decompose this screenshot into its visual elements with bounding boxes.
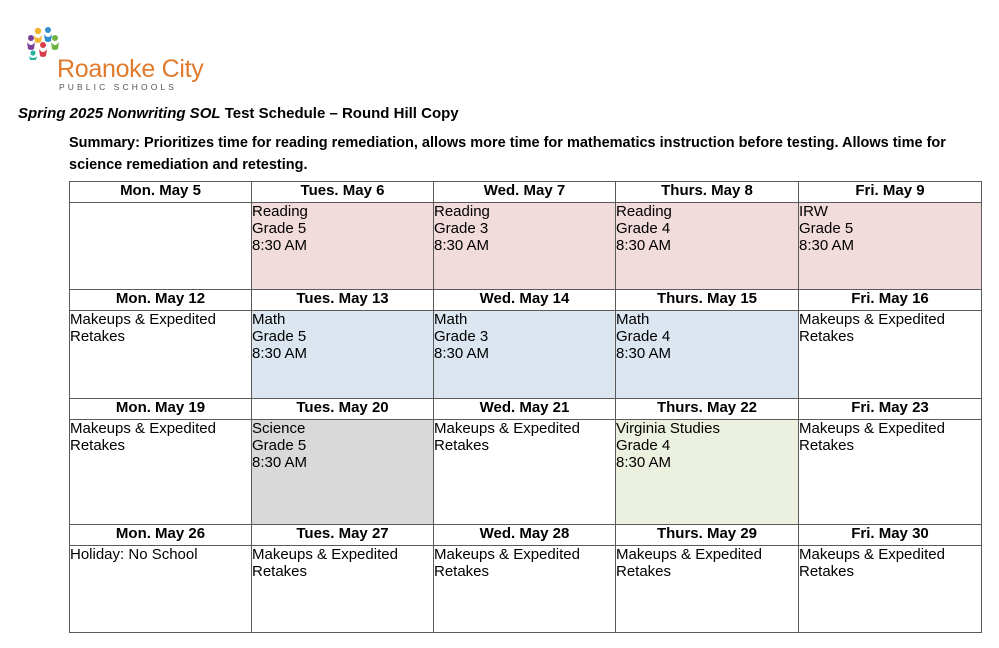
cell-text-line: Retakes xyxy=(252,563,308,580)
cell-text-line: Retakes xyxy=(434,437,490,454)
day-header: Tues. May 6 xyxy=(252,182,434,203)
day-header: Fri. May 9 xyxy=(799,182,982,203)
day-header: Mon. May 19 xyxy=(70,399,252,420)
cell-text-line: Retakes xyxy=(434,563,490,580)
day-cell xyxy=(799,311,982,399)
day-cell xyxy=(799,546,982,633)
day-cell xyxy=(616,311,799,399)
day-header: Wed. May 28 xyxy=(434,525,616,546)
cell-text-line: Grade 5 xyxy=(799,220,854,237)
cell-text-line: Reading xyxy=(434,203,490,220)
cell-text-line: Retakes xyxy=(799,328,855,345)
day-header: Mon. May 5 xyxy=(70,182,252,203)
day-header: Tues. May 13 xyxy=(252,290,434,311)
day-header: Tues. May 20 xyxy=(252,399,434,420)
cell-text-line: Grade 3 xyxy=(434,328,489,345)
cell-text-line: Makeups & Expedited xyxy=(799,546,945,563)
test-schedule-table xyxy=(69,181,982,633)
day-header: Thurs. May 29 xyxy=(616,525,799,546)
cell-text-line: Grade 5 xyxy=(252,437,307,454)
logo-name: Roanoke City xyxy=(57,55,204,83)
cell-text-line: Makeups & Expedited xyxy=(434,546,580,563)
cell-text-line: 8:30 AM xyxy=(434,345,490,362)
week-content-row xyxy=(70,203,982,290)
day-cell xyxy=(70,546,252,633)
cell-text-line: Grade 4 xyxy=(616,328,671,345)
cell-text-line: Makeups & Expedited xyxy=(616,546,762,563)
cell-text-line: Holiday: No School xyxy=(70,546,198,563)
week-header-row xyxy=(70,290,982,311)
cell-text-line: 8:30 AM xyxy=(252,345,308,362)
cell-text-line: 8:30 AM xyxy=(799,237,855,254)
day-header: Fri. May 23 xyxy=(799,399,982,420)
week-header-row xyxy=(70,182,982,203)
title-italic-part: Spring 2025 Nonwriting SOL xyxy=(18,105,221,122)
title-rest: Test Schedule – Round Hill Copy xyxy=(220,105,459,122)
day-cell xyxy=(70,311,252,399)
cell-text-line: Grade 4 xyxy=(616,437,671,454)
document-title xyxy=(18,104,459,124)
cell-text-line: Reading xyxy=(616,203,672,220)
cell-text-line: Reading xyxy=(252,203,308,220)
cell-text-line: Makeups & Expedited xyxy=(70,420,216,437)
day-cell xyxy=(70,420,252,525)
cell-text-line: Makeups & Expedited xyxy=(799,311,945,328)
day-header: Thurs. May 15 xyxy=(616,290,799,311)
day-header: Mon. May 26 xyxy=(70,525,252,546)
day-cell xyxy=(616,420,799,525)
day-header: Thurs. May 8 xyxy=(616,182,799,203)
day-cell xyxy=(434,311,616,399)
cell-text-line: Retakes xyxy=(616,563,672,580)
day-header: Thurs. May 22 xyxy=(616,399,799,420)
cell-text-line: Retakes xyxy=(799,437,855,454)
cell-text-line: 8:30 AM xyxy=(616,237,672,254)
week-content-row xyxy=(70,546,982,633)
day-cell xyxy=(252,546,434,633)
cell-text-line: Math xyxy=(434,311,468,328)
cell-text-line: Grade 4 xyxy=(616,220,671,237)
cell-text-line: Makeups & Expedited xyxy=(799,420,945,437)
cell-text-line: 8:30 AM xyxy=(252,237,308,254)
cell-text-line: Retakes xyxy=(799,563,855,580)
week-header-row xyxy=(70,525,982,546)
week-header-row xyxy=(70,399,982,420)
day-header: Wed. May 14 xyxy=(434,290,616,311)
cell-text-line: 8:30 AM xyxy=(252,454,308,471)
day-cell xyxy=(434,203,616,290)
cell-text-line: Grade 3 xyxy=(434,220,489,237)
day-header: Mon. May 12 xyxy=(70,290,252,311)
cell-text-line: IRW xyxy=(799,203,828,220)
day-cell xyxy=(799,420,982,525)
cell-text-line: Math xyxy=(616,311,650,328)
cell-text-line: 8:30 AM xyxy=(434,237,490,254)
week-content-row xyxy=(70,311,982,399)
district-logo xyxy=(24,26,204,92)
cell-text-line: Virginia Studies xyxy=(616,420,720,437)
schedule-summary: Summary: Prioritizes time for reading remediation, allows more time for mathematics instruction before testing. Allows time for science remediation and retesting. xyxy=(69,135,946,173)
day-cell xyxy=(70,203,252,290)
logo-subtitle: PUBLIC SCHOOLS xyxy=(59,82,178,92)
day-cell xyxy=(252,420,434,525)
cell-text-line: Grade 5 xyxy=(252,220,307,237)
cell-text-line: 8:30 AM xyxy=(616,345,672,362)
day-cell xyxy=(616,546,799,633)
cell-text-line: Science xyxy=(252,420,306,437)
day-cell xyxy=(252,203,434,290)
day-cell xyxy=(799,203,982,290)
day-header: Fri. May 16 xyxy=(799,290,982,311)
cell-text-line: Makeups & Expedited xyxy=(252,546,398,563)
cell-text-line: Makeups & Expedited xyxy=(70,311,216,328)
day-header: Wed. May 21 xyxy=(434,399,616,420)
cell-text-line: Retakes xyxy=(70,328,126,345)
cell-text-line: Math xyxy=(252,311,286,328)
day-cell xyxy=(252,311,434,399)
cell-text-line: 8:30 AM xyxy=(616,454,672,471)
day-header: Tues. May 27 xyxy=(252,525,434,546)
week-content-row xyxy=(70,420,982,525)
cell-text-line: Grade 5 xyxy=(252,328,307,345)
day-cell xyxy=(616,203,799,290)
day-cell xyxy=(434,420,616,525)
day-header: Wed. May 7 xyxy=(434,182,616,203)
cell-text-line: Retakes xyxy=(70,437,126,454)
day-header: Fri. May 30 xyxy=(799,525,982,546)
cell-text-line: Makeups & Expedited xyxy=(434,420,580,437)
day-cell xyxy=(434,546,616,633)
